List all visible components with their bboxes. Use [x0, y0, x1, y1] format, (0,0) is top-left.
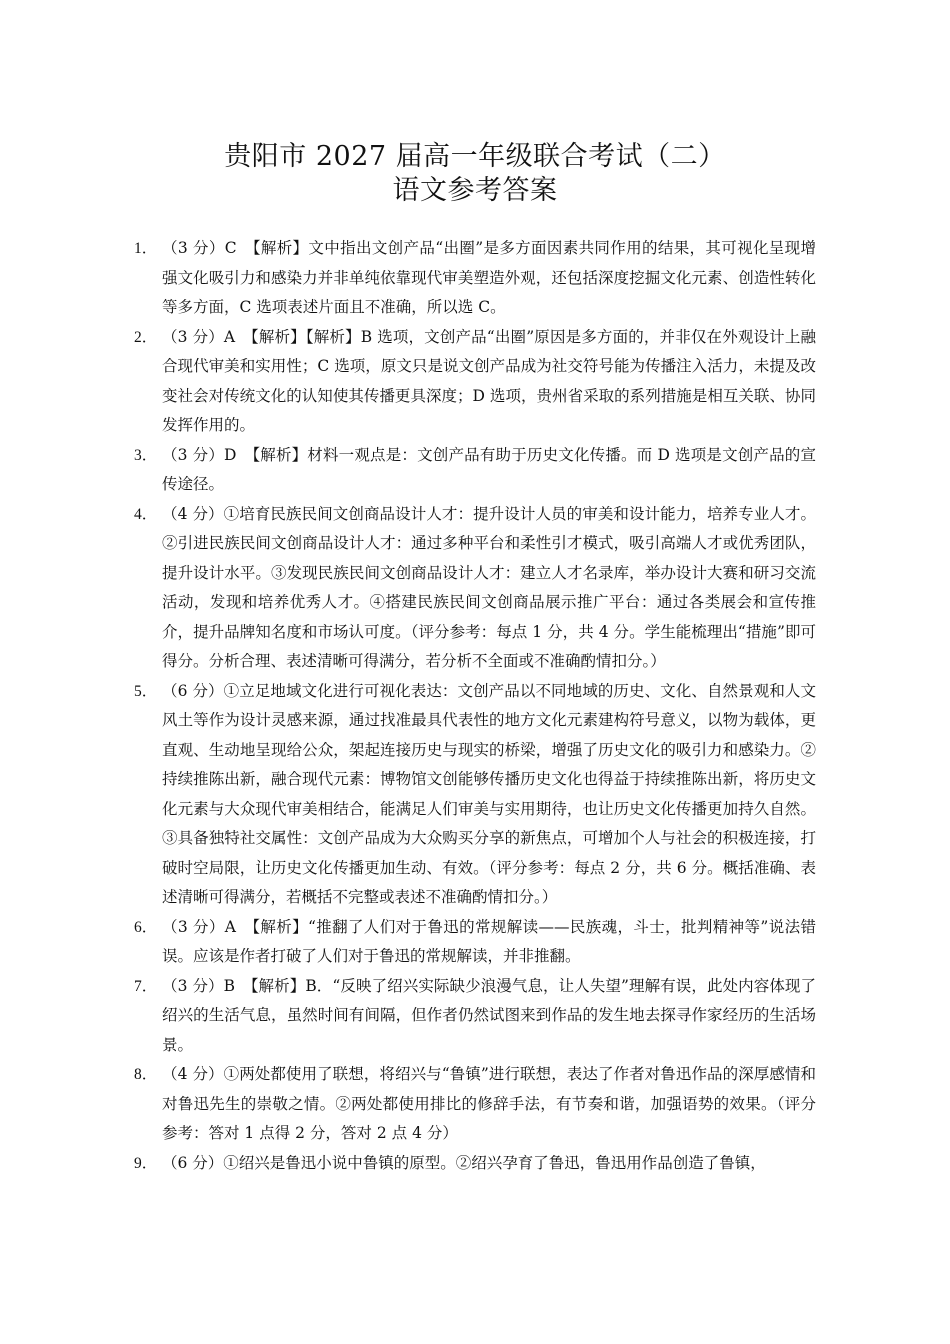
answer-number: 5． [134, 682, 158, 700]
answer-item-6 [134, 913, 816, 972]
answer-item-7 [134, 972, 816, 1061]
answer-text: （4 分）①培育民族民间文创商品设计人才：提升设计人员的审美和设计能力，培养专业人才。②引进民族民间文创商品设计人才：通过多种平台和柔性引才模式，吸引高端人才或优秀团队，提升设计水平。③发现民族民间文创商品设计人才：建立人才名录库，举办设计大赛和研习交流活动，发现和培养优秀人才。④搭建民族民间文创商品展示推广平台：通过各类展会和宣传推介，提升品牌知名度和市场认可度。（评分参考：每点 1 分，共 4 分。学生能梳理出“措施”即可得分。分析合理、表述清晰可得满分，若分析不全面或不准确酌情扣分。） [162, 504, 816, 670]
answer-number: 3． [134, 446, 158, 464]
answer-item-1 [134, 234, 816, 323]
answer-number: 2． [134, 328, 158, 346]
answer-item-5 [134, 677, 816, 913]
page-subtitle: 语文参考答案 [392, 175, 558, 206]
answer-number: 9． [134, 1154, 158, 1172]
answer-text: （3 分）A 【解析】“推翻了人们对于鲁迅的常规解读——民族魂，斗士，批判精神等”说法错误。应该是作者打破了人们对于鲁迅的常规解读，并非推翻。 [162, 917, 816, 965]
answer-text: （6 分）①绍兴是鲁迅小说中鲁镇的原型。②绍兴孕育了鲁迅，鲁迅用作品创造了鲁镇， [162, 1153, 766, 1172]
answer-text: （3 分）D 【解析】材料一观点是：文创产品有助于历史文化传播。而 D 选项是文创产品的宣传途径。 [162, 445, 816, 493]
answer-text: （3 分）C 【解析】文中指出文创产品“出圈”是多方面因素共同作用的结果，其可视化呈现增强文化吸引力和感染力并非单纯依靠现代审美塑造外观，还包括深度挖掘文化元素、创造性转化等多方面，C 选项表述片面且不准确，所以选 C。 [162, 239, 816, 316]
answer-text: （3 分）A 【解析】【解析】B 选项，文创产品“出圈”原因是多方面的，并非仅在外观设计上融合现代审美和实用性；C 选项，原文只是说文创产品成为社交符号能为传播注入活力，未提及改变社会对传统文化的认知使其传播更具深度；D 选项，贵州省采取的系列措施是相互关联、协同发挥作用的。 [162, 327, 816, 434]
answer-list [134, 234, 816, 1178]
answer-item-3 [134, 441, 816, 500]
answer-text: （4 分）①两处都使用了联想，将绍兴与“鲁镇”进行联想，表达了作者对鲁迅作品的深厚感情和对鲁迅先生的崇敬之情。②两处都使用排比的修辞手法，有节奏和谐，加强语势的效果。（评分参考：答对 1 点得 2 分，答对 2 点 4 分） [162, 1065, 816, 1142]
answer-number: 7． [134, 977, 158, 995]
answer-item-8 [134, 1060, 816, 1149]
answer-number: 4． [134, 505, 158, 523]
answer-number: 6． [134, 918, 158, 936]
answer-item-9 [134, 1149, 816, 1179]
answer-text: （6 分）①立足地域文化进行可视化表达：文创产品以不同地域的历史、文化、自然景观和人文风土等作为设计灵感来源，通过找准最具代表性的地方文化元素建构符号意义，以物为载体，更直观、生动地呈现给公众，架起连接历史与现实的桥梁，增强了历史文化的吸引力和感染力。②持续推陈出新，融合现代元素：博物馆文创能够传播历史文化也得益于持续推陈出新，将历史文化元素与大众现代审美相结合，能满足人们审美与实用期待，也让历史文化传播更加持久自然。③具备独特社交属性：文创产品成为大众购买分享的新焦点，可增加个人与社会的积极连接，打破时空局限，让历史文化传播更加生动、有效。（评分参考：每点 2 分，共 6 分。概括准确、表述清晰可得满分，若概括不完整或表述不准确酌情扣分。） [162, 681, 816, 906]
answer-number: 1． [134, 240, 158, 257]
page-title: 贵阳市 2027 届高一年级联合考试（二） [224, 141, 726, 172]
answer-text: （3 分）B 【解析】B．“反映了绍兴实际缺少浪漫气息，让人失望”理解有误，此处内容体现了绍兴的生活气息，虽然时间有间隔，但作者仍然试图来到作品的发生地去探寻作家经历的生活场景。 [162, 976, 816, 1054]
answer-item-2 [134, 323, 816, 441]
answer-number: 8． [134, 1066, 158, 1083]
answer-item-4 [134, 500, 816, 677]
